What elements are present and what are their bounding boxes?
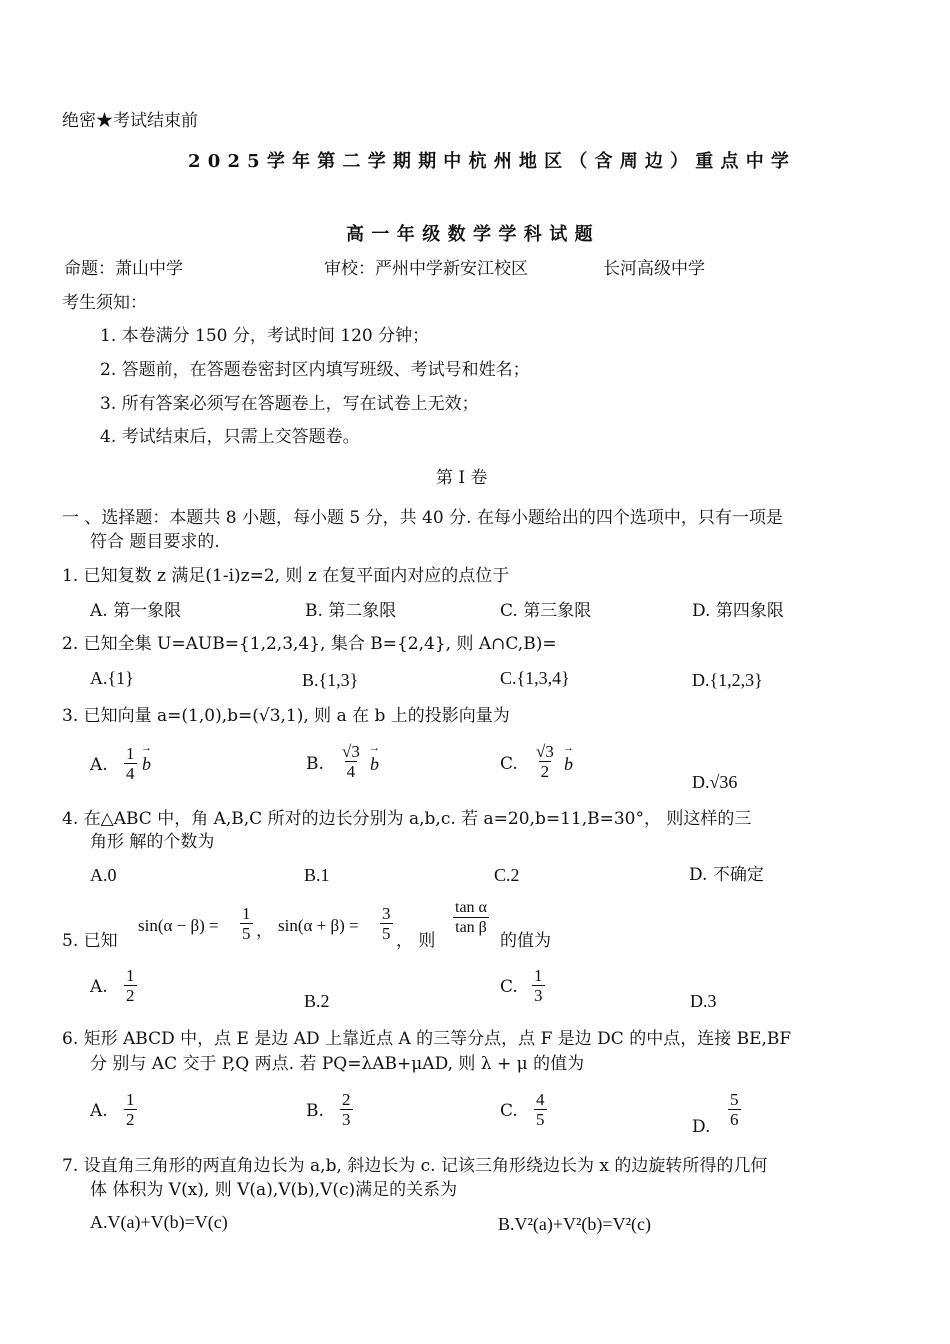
- question-4-option-b: B.1: [304, 865, 330, 885]
- reviewer-school: 审校：严州中学新安江校区: [324, 259, 528, 279]
- question-5-fraction-2: [380, 904, 393, 943]
- section-instructions: 一 、选择题：本题共 8 小题，每小题 5 分，共 40 分. 在每小题给出的四个选项中，只有一项是: [62, 508, 783, 528]
- question-7-stem: 7. 设直角三角形的两直角边长为 a,b, 斜边长为 c. 记该三角形绕边长为 x 的边旋转所得的几何: [62, 1156, 768, 1176]
- fraction-denominator: 6: [730, 1110, 739, 1129]
- fraction-denominator: 5: [242, 924, 251, 943]
- question-3-stem: 3. 已知向量 a=(1,0),b=(√3,1), 则 a 在 b 上的投影向量为: [62, 706, 510, 726]
- fraction-numerator: 4: [536, 1090, 545, 1109]
- fraction-denominator: tan β: [455, 919, 487, 936]
- question-5-then: ， 则: [396, 931, 436, 951]
- question-5-option-a-fraction: [124, 966, 137, 1005]
- fraction-numerator: 1: [126, 966, 135, 985]
- question-5-option-b: B.2: [304, 991, 330, 1011]
- question-6-stem: 6. 矩形 ABCD 中，点 E 是边 AD 上靠近点 A 的三等分点，点 F 是边 DC 的中点，连接 BE,BF: [62, 1029, 792, 1049]
- question-5-option-c-label: C.: [500, 977, 518, 997]
- fraction-numerator: 3: [382, 904, 391, 923]
- question-6-option-c-label: C.: [500, 1101, 518, 1121]
- question-3-option-d: D.√36: [692, 772, 738, 792]
- question-1-stem: 1. 已知复数 z 满足(1-i)z=2, 则 z 在复平面内对应的点位于: [62, 566, 510, 586]
- fraction-denominator: 5: [382, 924, 391, 943]
- question-5-tail: 的值为: [500, 931, 551, 951]
- question-5-option-a-label: A.: [90, 977, 108, 997]
- question-5-fraction-1: [240, 904, 253, 943]
- question-5-option-d: D.3: [690, 991, 717, 1011]
- fraction-numerator: √3: [536, 742, 554, 761]
- fraction-denominator: 2: [540, 762, 550, 781]
- notice-item: 3. 所有答案必须写在答题卷上，写在试卷上无效；: [100, 394, 479, 414]
- question-4-stem-cont: 角形 解的个数为: [90, 832, 215, 852]
- question-3-option-a-label: A.: [90, 755, 108, 775]
- fraction-numerator: 5: [730, 1090, 739, 1109]
- question-6-option-a-label: A.: [90, 1101, 108, 1121]
- question-3-option-b-label: B.: [306, 754, 324, 774]
- fraction-numerator: tan α: [455, 899, 487, 916]
- question-6-option-b-fraction: [340, 1090, 353, 1129]
- question-2-option-d: D.{1,2,3}: [692, 670, 763, 690]
- question-1-option-c: C. 第三象限: [500, 601, 592, 621]
- question-6-option-a-fraction: [124, 1090, 137, 1129]
- question-1-option-a: A. 第一象限: [90, 601, 182, 621]
- question-1-option-d: D. 第四象限: [692, 601, 784, 621]
- question-5-label: 5. 已知: [62, 931, 118, 951]
- question-5-expression-1: sin(α − β) =: [138, 916, 219, 935]
- fraction-numerator: √3: [342, 742, 360, 761]
- vector-b-symbol: → b: [142, 754, 151, 775]
- exam-title-line1: 2025学年第二学期期中杭州地区（含周边）重点中学: [188, 151, 797, 172]
- question-2-stem: 2. 已知全集 U=AUB={1,2,3,4}, 集合 B={2,4}, 则 A∩C,B)=: [62, 634, 557, 654]
- question-6-option-d-fraction: [728, 1090, 741, 1129]
- question-6-option-b-label: B.: [306, 1101, 324, 1121]
- vector-b-symbol: → b: [564, 754, 573, 775]
- fraction-denominator: 3: [342, 1110, 351, 1129]
- question-7-option-b: B.V²(a)+V²(b)=V²(c): [498, 1214, 651, 1234]
- question-3-option-a-fraction: [124, 744, 137, 783]
- fraction-denominator: 4: [126, 764, 135, 783]
- notice-item: 4. 考试结束后，只需上交答题卷。: [100, 427, 360, 447]
- question-4-option-c: C.2: [494, 865, 520, 885]
- question-5-ratio: [453, 898, 489, 937]
- question-4-option-d: D. 不确定: [689, 865, 764, 885]
- question-6-option-c-fraction: [534, 1090, 547, 1129]
- question-3-option-c-label: C.: [500, 754, 518, 774]
- question-5-expression-2: sin(α + β) =: [278, 916, 359, 935]
- question-6-option-d-label: D.: [692, 1117, 711, 1137]
- question-2-option-c: C.{1,3,4}: [500, 668, 570, 688]
- exam-title-line2: 高一年级数学学科试题: [346, 224, 600, 245]
- question-3-option-c-fraction: [534, 742, 556, 781]
- fraction-numerator: 1: [534, 966, 543, 985]
- question-3-option-b-fraction: [340, 742, 362, 781]
- notice-item: 1. 本卷满分 150 分，考试时间 120 分钟；: [100, 326, 430, 346]
- question-7-option-a: A.V(a)+V(b)=V(c): [90, 1212, 228, 1232]
- fraction-numerator: 2: [342, 1090, 351, 1109]
- vector-b-symbol: → b: [370, 754, 379, 775]
- fraction-numerator: 1: [126, 744, 135, 763]
- question-6-stem-cont: 分 别与 AC 交于 P,Q 两点. 若 PQ=λAB+μAD, 则 λ + μ 的值为: [90, 1054, 585, 1074]
- fraction-denominator: 3: [534, 986, 543, 1005]
- question-2-option-b: B.{1,3}: [302, 670, 359, 690]
- fraction-numerator: 1: [242, 904, 251, 923]
- reviewer-school-2: 长河高级中学: [603, 259, 705, 279]
- comma: ，: [256, 921, 273, 941]
- section-instructions-cont: 符合 题目要求的.: [90, 532, 220, 552]
- question-1-option-b: B. 第二象限: [305, 601, 397, 621]
- part-heading: 第 I 卷: [436, 468, 488, 488]
- confidential-mark: 绝密★考试结束前: [62, 111, 198, 131]
- fraction-denominator: 4: [346, 762, 356, 781]
- notice-item: 2. 答题前，在答题卷密封区内填写班级、考试号和姓名；: [100, 360, 530, 380]
- question-2-option-a: A.{1}: [90, 668, 134, 688]
- fraction-denominator: 2: [126, 986, 135, 1005]
- fraction-numerator: 1: [126, 1090, 135, 1109]
- question-7-stem-cont: 体 体积为 V(x), 则 V(a),V(b),V(c)满足的关系为: [90, 1180, 458, 1200]
- question-4-option-a: A.0: [90, 865, 117, 885]
- fraction-denominator: 5: [536, 1110, 545, 1129]
- question-4-stem: 4. 在△ABC 中，角 A,B,C 所对的边长分别为 a,b,c. 若 a=20,b=11,B=30°， 则这样的三: [62, 809, 752, 829]
- notice-heading: 考生须知：: [62, 293, 147, 313]
- setter-school: 命题：萧山中学: [64, 259, 183, 279]
- fraction-denominator: 2: [126, 1110, 135, 1129]
- question-5-option-c-fraction: [532, 966, 545, 1005]
